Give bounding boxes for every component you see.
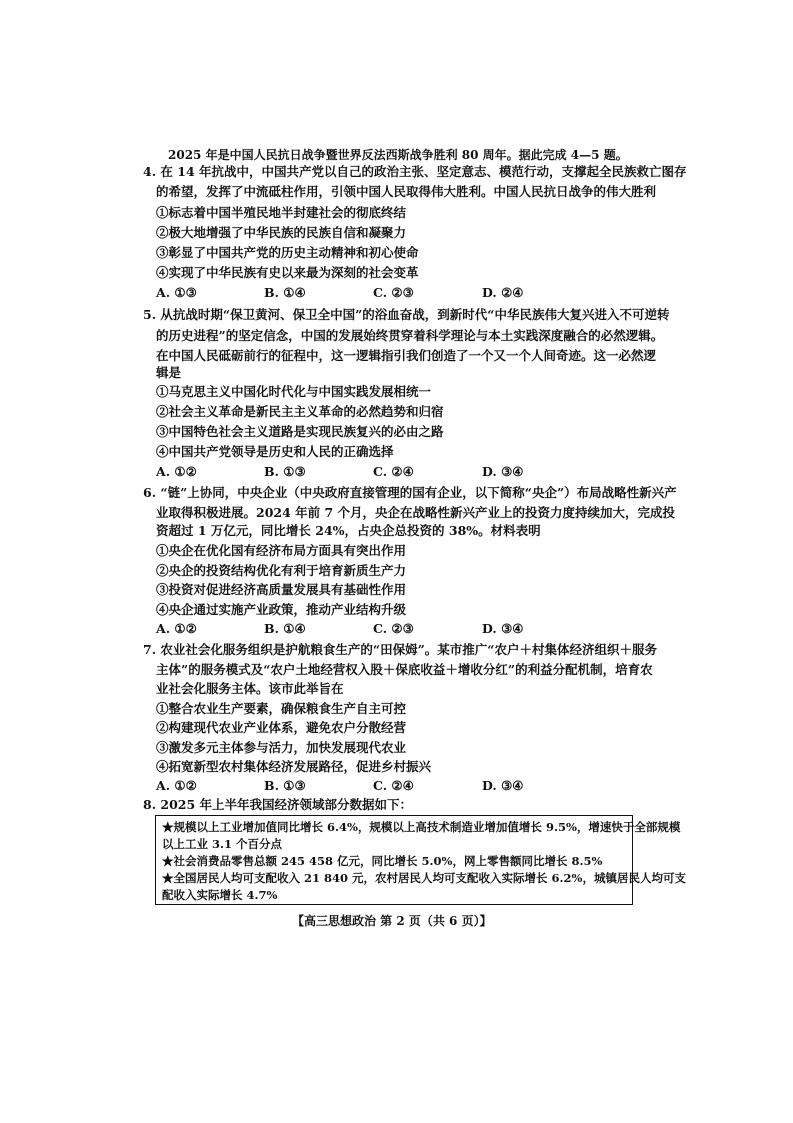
option-d[interactable]: D. ③④	[482, 621, 524, 636]
question-7-choice: ②构建现代农业产业体系，避免农户分散经营	[156, 720, 407, 735]
page-footer: 【高三思想政治 第 2 页（共 6 页）】	[292, 914, 492, 928]
question-7-stem-line: 7. 农业社会化服务组织是护航粮食生产的“田保姆”。某市推广“农户＋村集体经济组织＋服务	[143, 642, 657, 657]
question-4-stem-line: 的希望，发挥了中流砥柱作用，引领中国人民取得伟大胜利。中国人民抗日战争的伟大胜利	[156, 184, 657, 199]
question-4-choice: ①标志着中国半殖民地半封建社会的彻底终结	[156, 205, 407, 220]
option-b[interactable]: B. ①③	[264, 778, 306, 793]
data-line: ★全国居民人均可支配收入 21 840 元，农村居民人均可支配收入实际增长 6.2%，城镇居民人均可支	[162, 871, 686, 885]
question-8-stem: 8. 2025 年上半年我国经济领域部分数据如下：	[143, 797, 413, 812]
option-d[interactable]: D. ③④	[482, 464, 524, 479]
question-5-choice: ③中国特色社会主义道路是实现民族复兴的必由之路	[156, 424, 444, 439]
option-a[interactable]: A. ①②	[156, 778, 197, 793]
economic-data-box	[155, 815, 686, 905]
question-4-choice: ③彰显了中国共产党的历史主动精神和初心使命	[156, 245, 419, 260]
question-4-choice: ②极大地增强了中华民族的民族自信和凝聚力	[156, 225, 407, 240]
option-d[interactable]: D. ②④	[482, 285, 524, 300]
question-6-stem-line: 资超过 1 万亿元，同比增长 24%，占央企总投资的 38%。材料表明	[156, 523, 541, 538]
option-a[interactable]: A. ①③	[156, 285, 197, 300]
question-4-stem-line: 4. 在 14 年抗战中，中国共产党以自己的政治主张、坚定意志、模范行动，支撑起全民族救亡图存	[143, 164, 687, 179]
question-7-choice: ④拓宽新型农村集体经济发展路径，促进乡村振兴	[156, 759, 432, 774]
option-c[interactable]: C. ②④	[373, 464, 414, 479]
question-5-choice: ①马克思主义中国化时代化与中国实践发展相统一	[156, 384, 432, 399]
option-c[interactable]: C. ②④	[373, 778, 414, 793]
question-5-stem-line: 在中国人民砥砺前行的征程中，这一逻辑指引我们创造了一个又一个人间奇迹。这一必然逻	[156, 348, 657, 363]
question-5-choice: ④中国共产党领导是历史和人民的正确选择	[156, 444, 394, 459]
option-b[interactable]: B. ①④	[264, 621, 306, 636]
question-6-choice: ①央企在优化国有经济布局方面具有突出作用	[156, 543, 407, 558]
option-b[interactable]: B. ①③	[264, 464, 306, 479]
data-line: 以上工业 3.1 个百分点	[162, 837, 283, 851]
data-line: ★规模以上工业增加值同比增长 6.4%，规模以上高技术制造业增加值增长 9.5%，增速快于全部规模	[162, 820, 681, 834]
question-6-choice: ②央企的投资结构优化有利于培育新质生产力	[156, 563, 407, 578]
data-line: 配收入实际增长 4.7%	[162, 888, 278, 902]
question-5-stem-line: 5. 从抗战时期“保卫黄河、保卫全中国”的浴血奋战，到新时代“中华民族伟大复兴进入不可逆转	[143, 307, 670, 322]
option-d[interactable]: D. ③④	[482, 778, 524, 793]
question-5-stem-line: 辑是	[156, 365, 182, 380]
question-7-choice: ①整合农业生产要素，确保粮食生产自主可控	[156, 701, 407, 716]
question-4-choice: ④实现了中华民族有史以来最为深刻的社会变革	[156, 265, 419, 280]
option-a[interactable]: A. ①②	[156, 621, 197, 636]
question-7-stem-line: 主体”的服务模式及“农户土地经营权入股＋保底收益＋增收分红”的利益分配机制，培育农	[156, 662, 653, 677]
option-c[interactable]: C. ②③	[373, 285, 414, 300]
question-7-stem-line: 业社会化服务主体。该市此举旨在	[156, 681, 344, 696]
question-6-choice: ③投资对促进经济高质量发展具有基础性作用	[156, 582, 407, 597]
question-6-stem-line: 6. “链”上协同，中央企业（中央政府直接管理的国有企业，以下简称“央企”）布局战略性新兴产	[143, 485, 677, 500]
option-b[interactable]: B. ①④	[264, 285, 306, 300]
question-7-choice: ③激发多元主体参与活力，加快发展现代农业	[156, 740, 407, 755]
question-6-choice: ④央企通过实施产业政策，推动产业结构升级	[156, 602, 407, 617]
question-5-stem-line: 的历史进程”的坚定信念，中国的发展始终贯穿着科学理论与本土实践深度融合的必然逻辑。	[156, 328, 664, 343]
question-5-choice: ②社会主义革命是新民主主义革命的必然趋势和归宿	[156, 404, 444, 419]
data-line: ★社会消费品零售总额 245 458 亿元，同比增长 5.0%，网上零售额同比增长 8.5%	[162, 854, 603, 868]
section-intro: 2025 年是中国人民抗日战争暨世界反法西斯战争胜利 80 周年。据此完成 4—5 题。	[168, 148, 628, 162]
question-6-stem-line: 业取得积极进展。2024 年前 7 个月，央企在战略性新兴产业上的投资力度持续加大，完成投	[156, 505, 676, 520]
option-c[interactable]: C. ②③	[373, 621, 414, 636]
option-a[interactable]: A. ①②	[156, 464, 197, 479]
